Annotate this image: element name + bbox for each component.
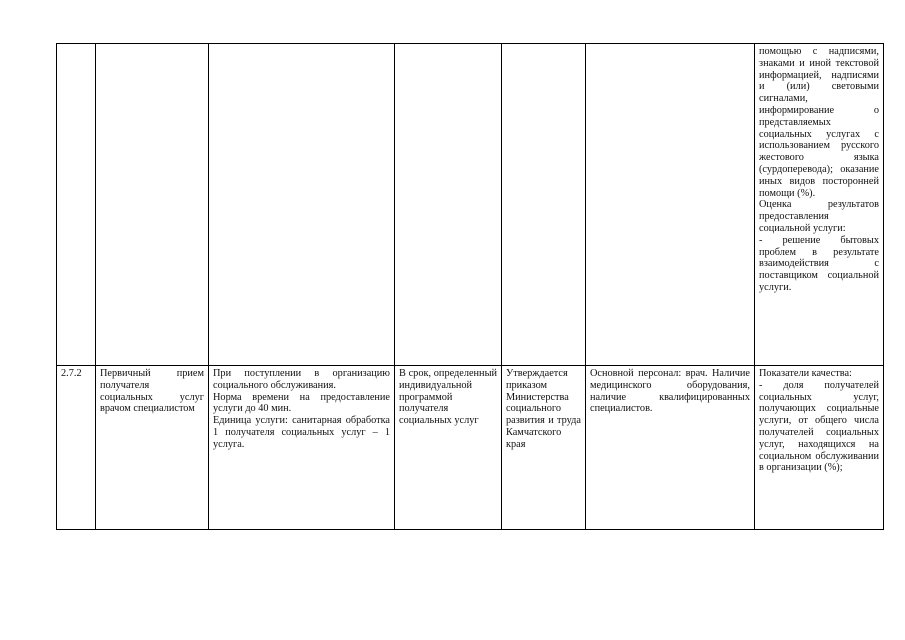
- table-row-continuation: [57, 44, 884, 366]
- cell-number-empty: [57, 44, 96, 366]
- cell-quality: [755, 366, 884, 530]
- cell-tariff: [502, 366, 586, 530]
- cell-service-name-empty: [96, 44, 209, 366]
- description-admission: При поступлении в организацию социального обслуживания.: [213, 368, 390, 391]
- cell-tariff-empty: [502, 44, 586, 366]
- description-service-unit: Единица услуги: санитарная обработка 1 получателя социальных услуг – 1 услуга.: [213, 415, 390, 450]
- cell-term: [395, 366, 502, 530]
- services-table: [56, 43, 884, 530]
- quality-item: - доля получателей социальных услуг, получающих социальные услуги, от общего числа получателей социальных услуг, находящихся на социальном обслуживании в организации (%);: [759, 379, 879, 474]
- description-time-norm: Норма времени на предоставление услуги до 40 мин.: [213, 391, 390, 415]
- cell-description: [209, 366, 395, 530]
- service-name: Первичный прием получателя социальных услуг врачом специалистом: [100, 368, 204, 415]
- service-tariff: Утверждается приказом Министерства социального развития и труда Камчатского края: [506, 368, 581, 450]
- service-conditions: Основной персонал: врач. Наличие медицинского оборудования, наличие квалифицированных специалистов.: [590, 368, 750, 415]
- result-evaluation-item: - решение бытовых проблем в результате взаимодействия с поставщиком социальной услуги.: [759, 234, 879, 293]
- cell-service-name: [96, 366, 209, 530]
- result-evaluation-title: Оценка результатов предоставления социальной услуги:: [759, 199, 879, 234]
- cell-term-empty: [395, 44, 502, 366]
- cell-quality-continuation: [755, 44, 884, 366]
- table-row-2-7-2: [57, 366, 884, 530]
- cell-number: [57, 366, 96, 530]
- cell-description-empty: [209, 44, 395, 366]
- quality-title: Показатели качества:: [759, 368, 852, 379]
- quality-continuation-text: помощью с надписями, знаками и иной текстовой информацией, надписями и (или) световыми сигналами, информирование о представляемых социальных услугах с использованием русского жестового языка (сурдоперевода); оказание иных видов посторонней помощи (%).: [759, 46, 879, 199]
- row-number: 2.7.2: [61, 368, 82, 379]
- cell-conditions: [586, 366, 755, 530]
- service-term: В срок, определенный индивидуальной программой получателя социальных услуг: [399, 368, 497, 427]
- cell-conditions-empty: [586, 44, 755, 366]
